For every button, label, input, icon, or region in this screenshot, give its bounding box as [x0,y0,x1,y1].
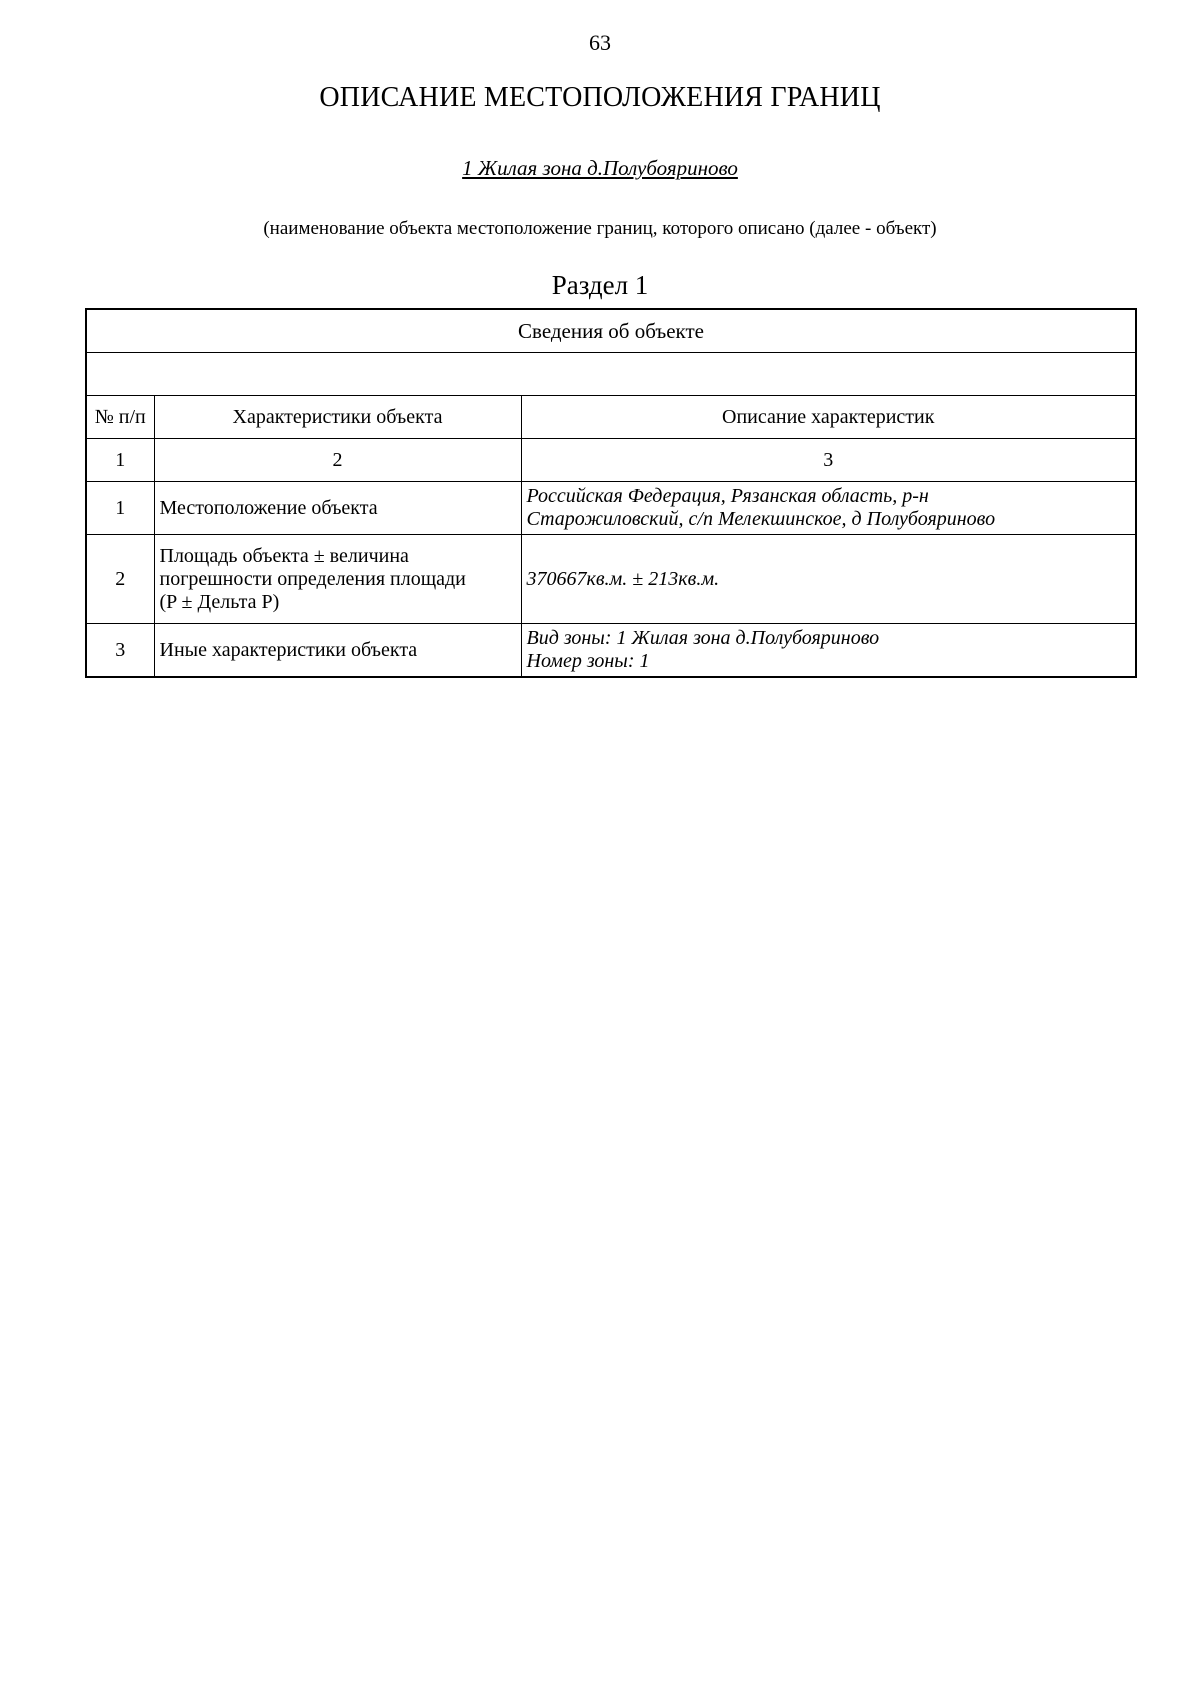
column-number-3: 3 [521,439,1136,482]
object-name-text: 1 Жилая зона д.Полубояриново [462,156,738,180]
table-heading: Сведения об объекте [86,309,1136,353]
column-numbers-row [86,439,1136,482]
column-header-num: № п/п [86,396,154,439]
row-description [521,482,1136,535]
description-line: Российская Федерация, Рязанская область, р-н [526,485,929,507]
table-empty-row [86,353,1136,396]
empty-cell [86,353,1136,396]
description-line: Старожиловский, с/п Мелекшинское, д Полубояриново [526,508,996,530]
row-characteristic: Местоположение объекта [154,482,521,535]
description-line: 370667кв.м. ± 213кв.м. [526,567,720,590]
characteristic-line: (P ± Дельта P) [159,590,280,613]
table-row [86,482,1136,535]
object-caption: (наименование объекта местоположение границ, которого описано (далее - объект) [263,218,937,239]
page-number: 63 [589,30,611,55]
column-header-description: Описание характеристик [521,396,1136,439]
column-header-characteristic: Характеристики объекта [154,396,521,439]
table-row [86,535,1136,624]
row-number: 1 [86,482,154,535]
row-description [521,535,1136,624]
document-title: ОПИСАНИЕ МЕСТОПОЛОЖЕНИЯ ГРАНИЦ [319,82,881,113]
table-row [86,624,1136,678]
row-characteristic: Иные характеристики объекта [154,624,521,678]
section-title: Раздел 1 [551,270,649,300]
characteristic-line: Площадь объекта ± величина [159,544,409,567]
row-number: 2 [86,535,154,624]
characteristic-line: погрешности определения площади [159,567,466,590]
column-number-1: 1 [86,439,154,482]
row-characteristic [154,535,521,624]
description-line: Вид зоны: 1 Жилая зона д.Полубояриново [526,627,880,649]
table-header-row [86,396,1136,439]
object-name [0,156,1200,181]
description-line: Номер зоны: 1 [526,650,650,672]
table-heading-row [86,309,1136,353]
object-info-table [85,308,1137,678]
column-number-2: 2 [154,439,521,482]
row-number: 3 [86,624,154,678]
row-description [521,624,1136,678]
